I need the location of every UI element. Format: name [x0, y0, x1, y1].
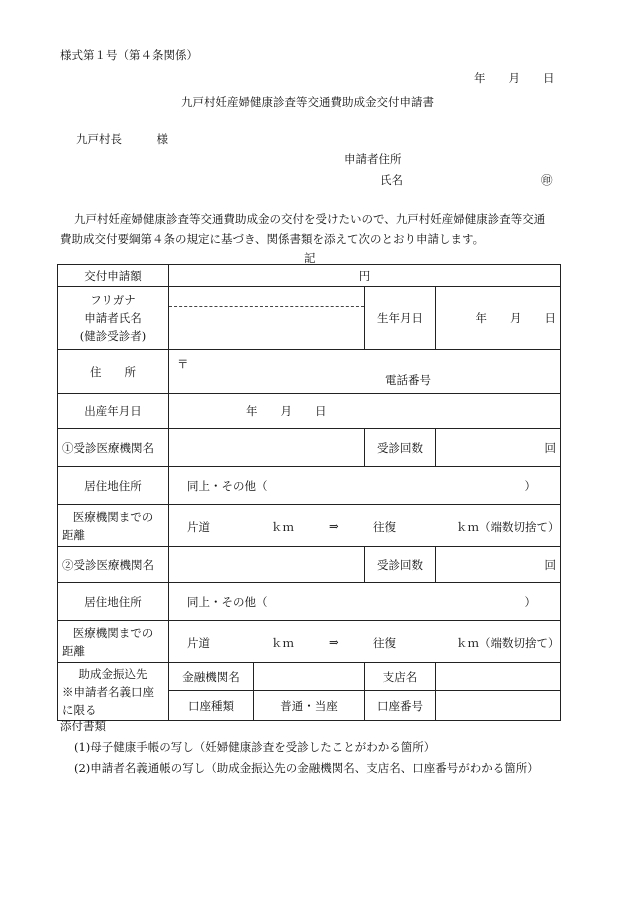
- account-type-label: 口座種類: [169, 691, 254, 721]
- table-row: [58, 350, 561, 394]
- bank-section-line2: ※申請者名義口座: [62, 684, 154, 699]
- address-label: 住 所: [58, 350, 169, 394]
- account-type-field[interactable]: 普通・当座: [254, 691, 365, 721]
- arrow2-icon: ⇒: [329, 635, 339, 649]
- applicant-name-label: 氏名: [380, 173, 403, 187]
- applicant-name-note: (健診受診者): [79, 329, 147, 343]
- residence1-close: ）: [524, 478, 536, 493]
- table-row: [58, 467, 561, 505]
- table-row: [58, 265, 561, 287]
- delivery-date-label: 出産年月日: [58, 394, 169, 429]
- furigana-field[interactable]: [169, 287, 364, 306]
- form-title: 九戸村妊産婦健康診査等交通費助成金交付申請書: [181, 95, 434, 109]
- table-row: [58, 547, 561, 583]
- birthdate-label: 生年月日: [365, 287, 436, 350]
- furigana-label: フリガナ: [90, 293, 136, 307]
- birthdate-field[interactable]: 年 月 日: [436, 287, 561, 350]
- distance2-field[interactable]: [169, 621, 561, 663]
- attachment-item-1: (1)母子健康手帳の写し（妊婦健康診査を受診したことがわかる箇所）: [74, 740, 436, 754]
- visits1-field[interactable]: 回: [436, 429, 561, 467]
- table-row: [58, 621, 561, 663]
- clinic1-label: ①受診医療機関名: [58, 429, 169, 467]
- date-line: 年 月 日: [474, 71, 555, 85]
- form-number: 様式第１号（第４条関係）: [60, 48, 198, 62]
- table-row: [58, 663, 561, 691]
- amount-label: 交付申請額: [58, 265, 169, 287]
- addressee: 九戸村長 様: [76, 132, 168, 146]
- table-row: [58, 429, 561, 467]
- account-number-label: 口座番号: [365, 691, 436, 721]
- residence1-label: 居住地住所: [58, 467, 169, 505]
- residence2-label: 居住地住所: [58, 583, 169, 621]
- phone-label: 電話番号: [385, 372, 431, 387]
- clinic2-field[interactable]: [169, 547, 365, 583]
- km1-unit: ｋｍ: [271, 520, 294, 534]
- application-table: [57, 264, 561, 721]
- name-field[interactable]: [169, 306, 364, 349]
- applicant-name-cell: [58, 287, 169, 350]
- distance2-label: [58, 621, 169, 663]
- applicant-address-label: 申請者住所: [344, 152, 402, 166]
- visits2-label: 受診回数: [365, 547, 436, 583]
- bank-name-field[interactable]: [254, 663, 365, 691]
- postal-mark: 〒: [177, 356, 189, 371]
- distance1-label-line1: 医療機関までの: [72, 509, 154, 524]
- residence2-close: ）: [524, 594, 536, 609]
- table-row: [58, 394, 561, 429]
- bank-name-label: 金融機関名: [169, 663, 254, 691]
- account-number-field[interactable]: [436, 691, 561, 721]
- applicant-name-field[interactable]: [169, 287, 365, 350]
- arrow1-icon: ⇒: [329, 519, 339, 533]
- delivery-date-field[interactable]: 年 月 日: [169, 394, 561, 429]
- residence2-field[interactable]: [169, 583, 561, 621]
- km1-note: ｋｍ（端数切捨て）: [456, 520, 560, 534]
- amount-field[interactable]: 円: [169, 265, 561, 287]
- seal-mark: ㊞: [541, 173, 553, 187]
- address-field[interactable]: [169, 350, 561, 394]
- applicant-name-label: 申請者氏名: [84, 311, 142, 325]
- intro-line-2: 費助成交付要綱第４条の規定に基づき、関係書類を添えて次のとおり申請します。: [60, 232, 485, 246]
- branch-label: 支店名: [365, 663, 436, 691]
- residence2-value: 同上・その他（: [187, 594, 268, 609]
- residence1-value: 同上・その他（: [187, 478, 268, 493]
- roundtrip1-label: 往復: [373, 520, 396, 534]
- distance1-label-line2: 距離: [62, 527, 85, 542]
- oneway1-label: 片道: [187, 520, 210, 534]
- table-row: [58, 583, 561, 621]
- distance1-field[interactable]: [169, 505, 561, 547]
- visits2-field[interactable]: 回: [436, 547, 561, 583]
- distance1-label: [58, 505, 169, 547]
- attachment-item-2: (2)申請者名義通帳の写し（助成金振込先の金融機関名、支店名、口座番号がわかる箇所）: [74, 761, 539, 775]
- distance2-label-line2: 距離: [62, 643, 85, 658]
- table-row: [58, 287, 561, 350]
- clinic1-field[interactable]: [169, 429, 365, 467]
- km2-note: ｋｍ（端数切捨て）: [456, 636, 560, 650]
- km2-unit: ｋｍ: [271, 636, 294, 650]
- ki-label: 記: [304, 251, 316, 265]
- branch-field[interactable]: [436, 663, 561, 691]
- oneway2-label: 片道: [187, 636, 210, 650]
- intro-line-1: 九戸村妊産婦健康診査等交通費助成金の交付を受けたいので、九戸村妊産婦健康診査等交通: [74, 212, 546, 226]
- roundtrip2-label: 往復: [373, 636, 396, 650]
- distance2-label-line1: 医療機関までの: [72, 625, 154, 640]
- visits1-label: 受診回数: [365, 429, 436, 467]
- bank-section-line1: 助成金振込先: [78, 666, 148, 681]
- table-row: [58, 505, 561, 547]
- bank-section-label: [58, 663, 169, 721]
- clinic2-label: ②受診医療機関名: [58, 547, 169, 583]
- attachments-heading: 添付書類: [60, 719, 106, 733]
- bank-section-line3: に限る: [62, 702, 97, 717]
- residence1-field[interactable]: [169, 467, 561, 505]
